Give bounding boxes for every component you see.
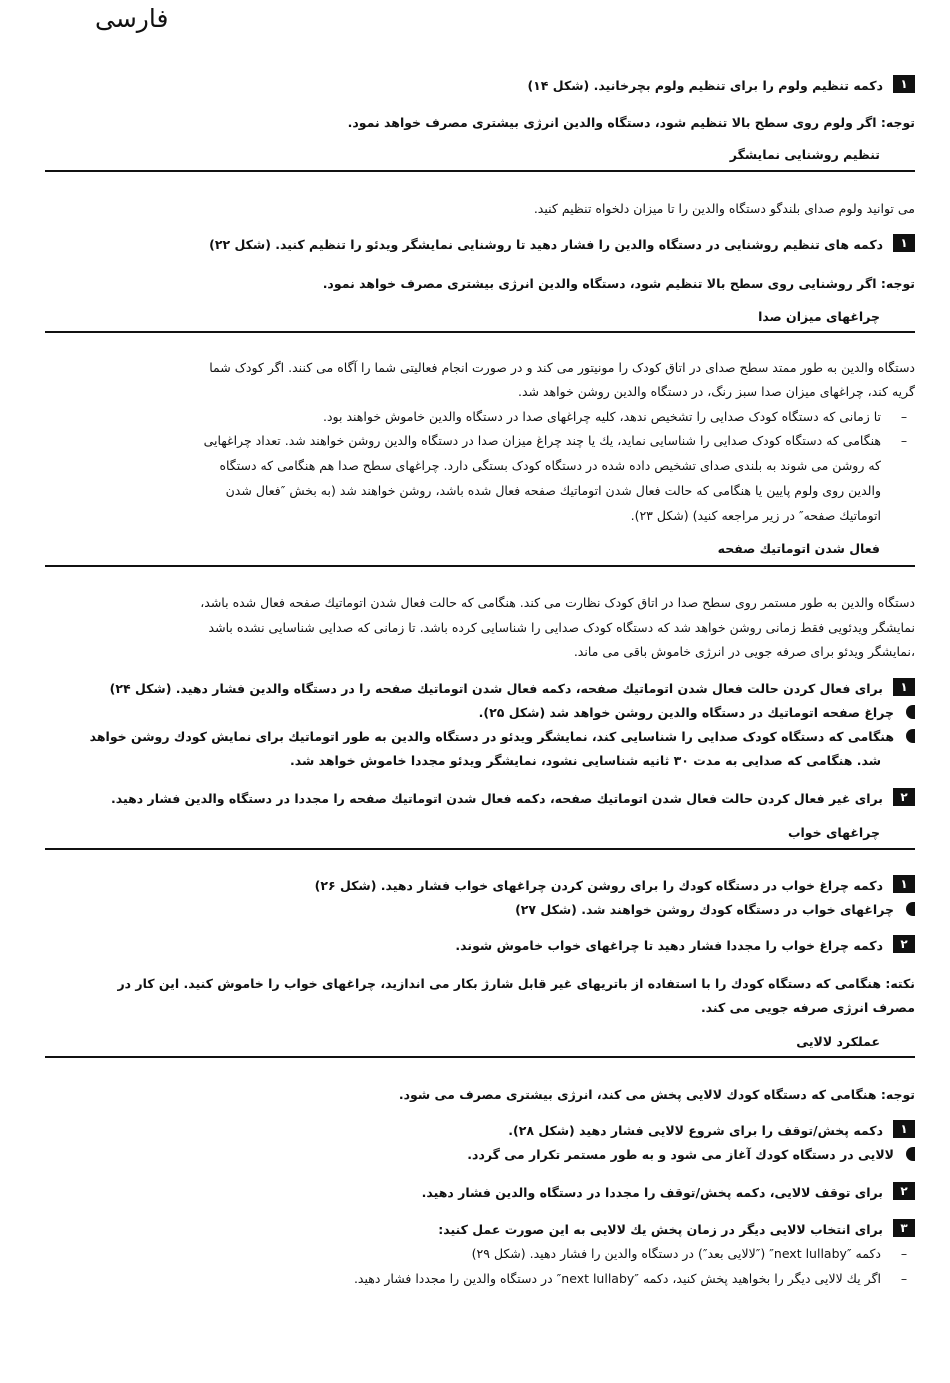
bullet-text: لالایی در دستگاه کودك آغاز می شود و به طور مستمر تکرار می گردد. <box>467 1147 894 1162</box>
section-divider <box>45 848 915 850</box>
bullet-item <box>515 898 915 921</box>
note-volume: توجه: اگر ولوم روی سطح بالا تنظیم شود، دستگاه والدین انرژی بیشتری مصرف خواهد نمود. <box>347 115 915 130</box>
section-divider <box>45 1056 915 1058</box>
dash-marker: – <box>900 1246 908 1261</box>
bullet-item <box>467 1143 915 1166</box>
dash-text-cont: اتوماتیك صفحه″ در زیر مراجعه کنید) (شکل ۲۳). <box>630 508 881 523</box>
heading-sound-lights: چراغهای میزان صدا <box>758 309 880 324</box>
section-divider <box>45 565 915 567</box>
step-text: دکمه چراغ خواب را مجددا فشار دهید تا چراغهای خواب خاموش شوند. <box>455 938 883 953</box>
bullet-marker <box>906 1147 915 1161</box>
tip-night-lights-1: نکته: هنگامی که دستگاه کودك را با استفاده از باتریهای غیر قابل شارژ بکار می اندازید، چراغهای خواب را خاموش کنید. این کار در <box>117 976 915 991</box>
step-text: برای انتخاب لالایی دیگر در زمان پخش یك لالایی به این صورت عمل کنید: <box>438 1222 883 1237</box>
bullet-item <box>479 701 915 724</box>
manual-page <box>45 0 915 1383</box>
step-1-volume <box>527 74 915 97</box>
note-brightness: توجه: اگر روشنایی روی سطح بالا تنظیم شود، دستگاه والدین انرژی بیشتری مصرف خواهد نمود. <box>322 276 915 291</box>
tip-night-lights-2: مصرف انرژی صرفه جویی می کند. <box>700 1000 915 1015</box>
step-number: ۱ <box>893 234 915 252</box>
dash-marker: – <box>900 1271 908 1286</box>
dash-text: اگر یك لالایی دیگر را بخواهید پخش کنید، دکمه ″next lullaby″ در دستگاه والدین را مجددا فشار دهید. <box>353 1271 881 1286</box>
dash-text-cont: والدین روی ولوم پایین یا هنگامی که حالت فعال شدن اتوماتیك صفحه فعال شده باشد، روشن خواهند شد (به بخش ″فعال شدن <box>225 483 881 498</box>
step-number: ۱ <box>893 1120 915 1138</box>
bullet-text: چراغهای خواب در دستگاه کودك روشن خواهند شد. (شکل ۲۷) <box>515 902 894 917</box>
step-2-auto-screen <box>111 787 915 810</box>
intro-brightness: می توانید ولوم صدای بلندگو دستگاه والدین را تا میزان دلخواه تنظیم کنید. <box>533 201 915 216</box>
step-2-night-lights <box>455 934 915 957</box>
bullet-marker <box>906 902 915 916</box>
step-number: ۲ <box>893 1182 915 1200</box>
dash-text: هنگامی که دستگاه کودک صدایی را شناسایی نماید، یك یا چند چراغ میزان صدا در دستگاه والدین روشن خواهند شد. تعداد چراغهایی <box>203 433 881 448</box>
para-auto-screen-3: ،نمایشگر ویدئو برای صرفه جویی در انرژی خاموش باقی می ماند. <box>573 644 915 659</box>
step-text: دکمه تنظیم ولوم را برای تنظیم ولوم بچرخانید. (شکل ۱۴) <box>527 78 883 93</box>
dash-marker: – <box>900 433 908 448</box>
para-auto-screen-1: دستگاه والدین به طور مستمر روی سطح صدا در اتاق کودک نظارت می کند. هنگامی که حالت فعال شدن اتوماتیك صفحه فعال شده باشد، <box>200 595 915 610</box>
heading-auto-screen: فعال شدن اتوماتیك صفحه <box>717 541 880 556</box>
bullet-marker <box>906 705 915 719</box>
step-text: دکمه های تنظیم روشنایی در دستگاه والدین را فشار دهید تا روشنایی نمایشگر ویدئو را تنظیم کنید. (شکل ۲۲) <box>209 237 883 252</box>
step-number: ۲ <box>893 935 915 953</box>
para-auto-screen-2: نمایشگر ویدئویی فقط زمانی روشن خواهد شد که دستگاه کودک صدایی را شناسایی کرده باشد. تا زمانی که صدایی شناسایی نشده باشد <box>208 620 915 635</box>
step-number: ۱ <box>893 75 915 93</box>
section-divider <box>45 331 915 333</box>
step-text: دکمه پخش/توقف را برای شروع لالایی فشار دهید (شکل ۲۸). <box>508 1123 883 1138</box>
para-sound-lights-1: دستگاه والدین به طور ممتد سطح صدای در اتاق کودک را مونیتور می کند و در صورت انجام فعالیتی شما را آگاه می کنند. اگر کودک شما <box>209 360 915 375</box>
step-2-lullaby <box>422 1181 915 1204</box>
dash-text-cont: که روشن می شوند به بلندی صدای تشخیص داده شده در دستگاه کودک بستگی دارد. چراغهای سطح صدا هم هنگامی که دستگاه <box>219 458 881 473</box>
step-text: برای توقف لالایی، دکمه پخش/توقف را مجددا در دستگاه والدین فشار دهید. <box>421 1185 883 1200</box>
step-number: ۱ <box>893 875 915 893</box>
dash-item <box>472 1242 915 1265</box>
heading-lullaby: عملکرد لالایی <box>796 1034 880 1049</box>
heading-brightness: تنظیم روشنایی نمایشگر <box>729 147 880 162</box>
bullet-text: هنگامی که دستگاه کودک صدایی را شناسایی کند، نمایشگر ویدئو در دستگاه والدین به طور اتوماتیك برای نمایش کودك روشن خواهد <box>89 729 894 744</box>
dash-item <box>204 429 915 452</box>
bullet-marker <box>906 729 915 743</box>
step-3-lullaby <box>438 1218 915 1241</box>
dash-item <box>323 405 915 428</box>
step-number: ۲ <box>893 788 915 806</box>
dash-item <box>354 1267 915 1290</box>
section-divider <box>45 170 915 172</box>
step-number: ۱ <box>893 678 915 696</box>
dash-text: تا زمانی که دستگاه کودک صدایی را تشخیص ندهد، کلیه چراغهای صدا در دستگاه والدین خاموش خواهند بود. <box>323 409 881 424</box>
step-number: ۳ <box>893 1219 915 1237</box>
dash-text: دکمه ″next lullaby″ (″لالایی بعد″) در دستگاه والدین را فشار دهید. (شکل ۲۹) <box>471 1246 881 1261</box>
step-text: برای غیر فعال کردن حالت فعال شدن اتوماتیك صفحه، دکمه فعال شدن اتوماتیك صفحه را مجددا در دستگاه والدین فشار دهید. <box>111 791 883 806</box>
bullet-text: چراغ صفحه اتوماتیك در دستگاه والدین روشن خواهد شد (شکل ۲۵). <box>478 705 894 720</box>
step-1-brightness <box>209 233 915 256</box>
heading-night-lights: چراغهای خواب <box>787 825 880 840</box>
language-label: فارسی <box>95 4 169 33</box>
bullet-text-cont: شد. هنگامی که صدایی به مدت ۳۰ ثانیه شناسایی نشود، نمایشگر ویدئو مجددا خاموش خواهد شد. <box>289 753 881 768</box>
bullet-item <box>90 725 915 748</box>
step-1-auto-screen <box>110 677 915 700</box>
step-1-night-lights <box>315 874 915 897</box>
note-lullaby: توجه: هنگامی که دستگاه کودك لالایی پخش می کند، انرژی بیشتری مصرف می شود. <box>398 1087 915 1102</box>
para-sound-lights-2: گریه کند، چراغهای میزان صدا سبز رنگ، در دستگاه والدین روشن خواهد شد. <box>518 384 915 399</box>
step-1-lullaby <box>508 1119 915 1142</box>
step-text: دکمه چراغ خواب در دستگاه کودك را برای روشن کردن چراغهای خواب فشار دهید. (شکل ۲۶) <box>314 878 883 893</box>
dash-marker: – <box>900 409 908 424</box>
step-text: برای فعال کردن حالت فعال شدن اتوماتیك صفحه، دکمه فعال شدن اتوماتیك صفحه را در دستگاه والدین فشار دهید. (شکل ۲۴) <box>109 681 883 696</box>
